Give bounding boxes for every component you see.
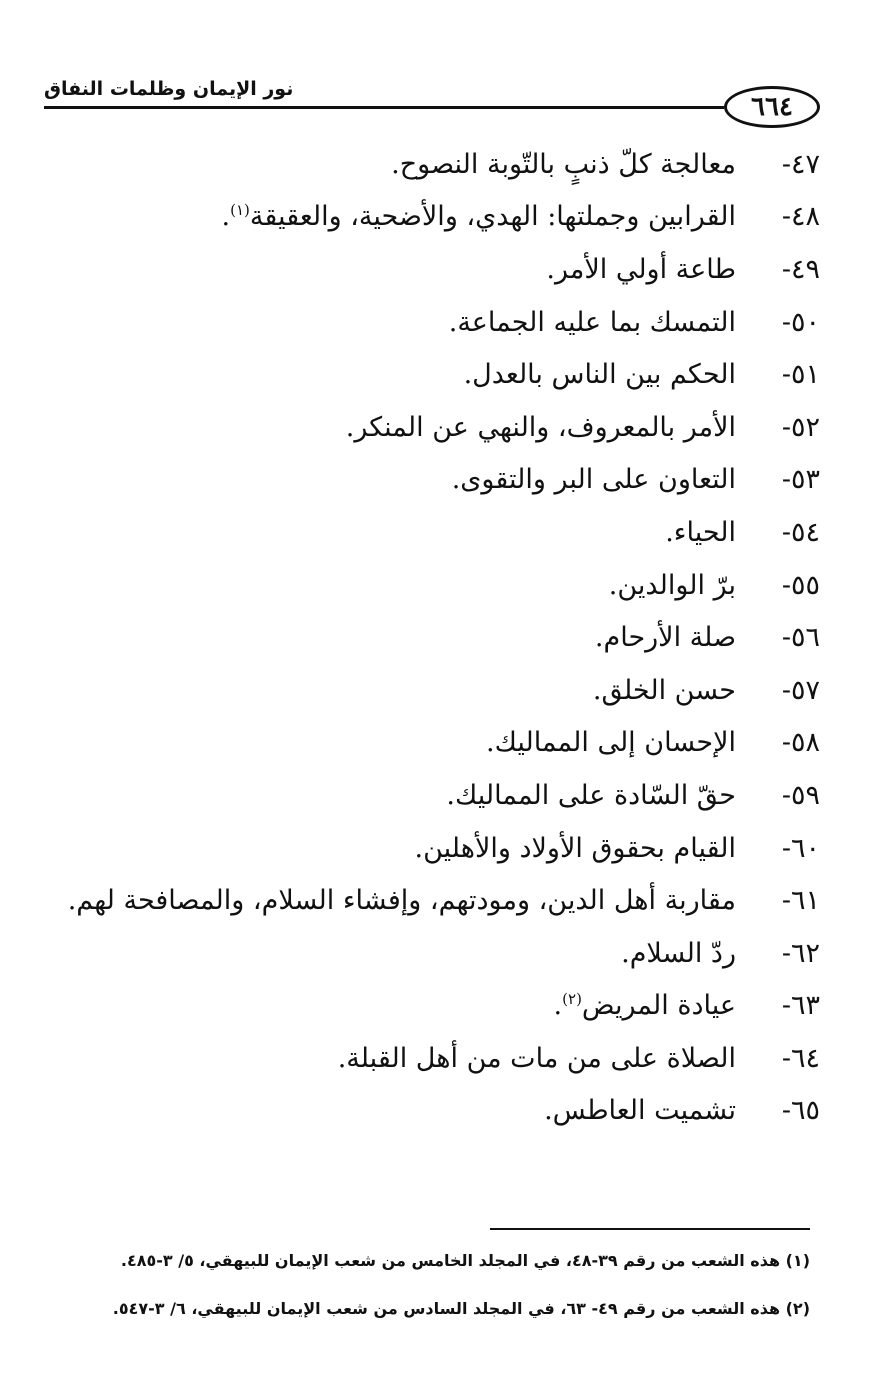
list-item xyxy=(40,191,820,244)
item-text-end: . xyxy=(221,201,231,233)
header-rule xyxy=(44,106,724,109)
footnote-marker: (١) xyxy=(230,201,250,220)
list-item xyxy=(40,769,820,822)
item-number: ٥٥- xyxy=(781,569,820,601)
item-number: ٤٩- xyxy=(781,253,820,285)
item-text: حسن الخلق. xyxy=(592,674,736,706)
item-number: ٦١- xyxy=(781,885,820,917)
list-item xyxy=(40,611,820,664)
item-number: ٥٢- xyxy=(781,411,820,443)
item-text xyxy=(222,201,736,232)
item-number: ٤٧- xyxy=(781,148,820,180)
list-item xyxy=(40,980,820,1033)
item-number: ٥٠- xyxy=(781,306,820,338)
footnotes xyxy=(70,1236,810,1332)
item-text: طاعة أولي الأمر. xyxy=(546,253,736,285)
list-item xyxy=(40,401,820,454)
item-text: تشميت العاطس. xyxy=(544,1095,736,1127)
item-text-body: عيادة المريض xyxy=(581,990,736,1022)
item-text: التعاون على البر والتقوى. xyxy=(451,464,736,496)
list-item xyxy=(40,506,820,559)
list-item xyxy=(40,559,820,612)
item-text: برّ الوالدين. xyxy=(608,569,736,601)
list-item xyxy=(40,822,820,875)
item-number: ٦٢- xyxy=(781,937,820,969)
item-text: ردّ السلام. xyxy=(621,937,736,969)
list-item xyxy=(40,348,820,401)
list-item xyxy=(40,1032,820,1085)
item-text: الحكم بين الناس بالعدل. xyxy=(463,359,736,391)
item-number: ٦٠- xyxy=(781,832,820,864)
page-number: ٦٦٤ xyxy=(724,86,820,128)
list-item xyxy=(40,1085,820,1138)
item-number: ٥٦- xyxy=(781,622,820,654)
item-text-end: . xyxy=(553,990,563,1022)
item-number: ٦٣- xyxy=(781,990,820,1022)
list-item xyxy=(40,664,820,717)
list-item xyxy=(40,296,820,349)
item-list xyxy=(40,138,820,1137)
footnote-1: (١) هذه الشعب من رقم ٣٩-٤٨، في المجلد الخامس من شعب الإيمان للبيهقي، ٥/ ٣-٤٨٥. xyxy=(120,1250,810,1270)
item-number: ٥٩- xyxy=(781,779,820,811)
item-text: معالجة كلّ ذنبٍ بالتّوبة النصوح. xyxy=(391,148,736,180)
footnote-2: (٢) هذه الشعب من رقم ٤٩- ٦٣، في المجلد السادس من شعب الإيمان للبيهقي، ٦/ ٣-٥٤٧. xyxy=(112,1298,810,1318)
footnote-rule xyxy=(490,1228,810,1230)
item-text: حقّ السّادة على المماليك. xyxy=(446,779,736,811)
item-text: التمسك بما عليه الجماعة. xyxy=(448,306,736,338)
item-number: ٥٧- xyxy=(781,674,820,706)
item-text: الصلاة على من مات من أهل القبلة. xyxy=(337,1042,736,1074)
list-item xyxy=(40,874,820,927)
list-item xyxy=(40,717,820,770)
item-number: ٥٣- xyxy=(781,464,820,496)
item-text: صلة الأرحام. xyxy=(594,622,736,654)
item-number: ٤٨- xyxy=(781,201,820,233)
running-header xyxy=(44,72,824,132)
item-text: مقاربة أهل الدين، ومودتهم، وإفشاء السلام، والمصافحة لهم. xyxy=(67,885,736,917)
list-item xyxy=(40,927,820,980)
item-number: ٦٥- xyxy=(781,1095,820,1127)
item-text: الأمر بالمعروف، والنهي عن المنكر. xyxy=(345,411,736,443)
item-text: الحياء. xyxy=(665,516,736,548)
item-number: ٥٨- xyxy=(781,727,820,759)
item-number: ٦٤- xyxy=(781,1042,820,1074)
book-title: نور الإيمان وظلمات النفاق xyxy=(44,78,294,100)
item-text: الإحسان إلى المماليك. xyxy=(485,727,736,759)
item-text-body: القرابين وجملتها: الهدي، والأضحية، والعقيقة xyxy=(249,201,736,233)
item-number: ٥١- xyxy=(781,359,820,391)
list-item xyxy=(40,138,820,191)
list-item xyxy=(40,454,820,507)
item-text xyxy=(554,990,736,1021)
item-number: ٥٤- xyxy=(781,516,820,548)
list-item xyxy=(40,243,820,296)
footnote-marker: (٢) xyxy=(562,990,582,1009)
item-text: القيام بحقوق الأولاد والأهلين. xyxy=(414,832,736,864)
